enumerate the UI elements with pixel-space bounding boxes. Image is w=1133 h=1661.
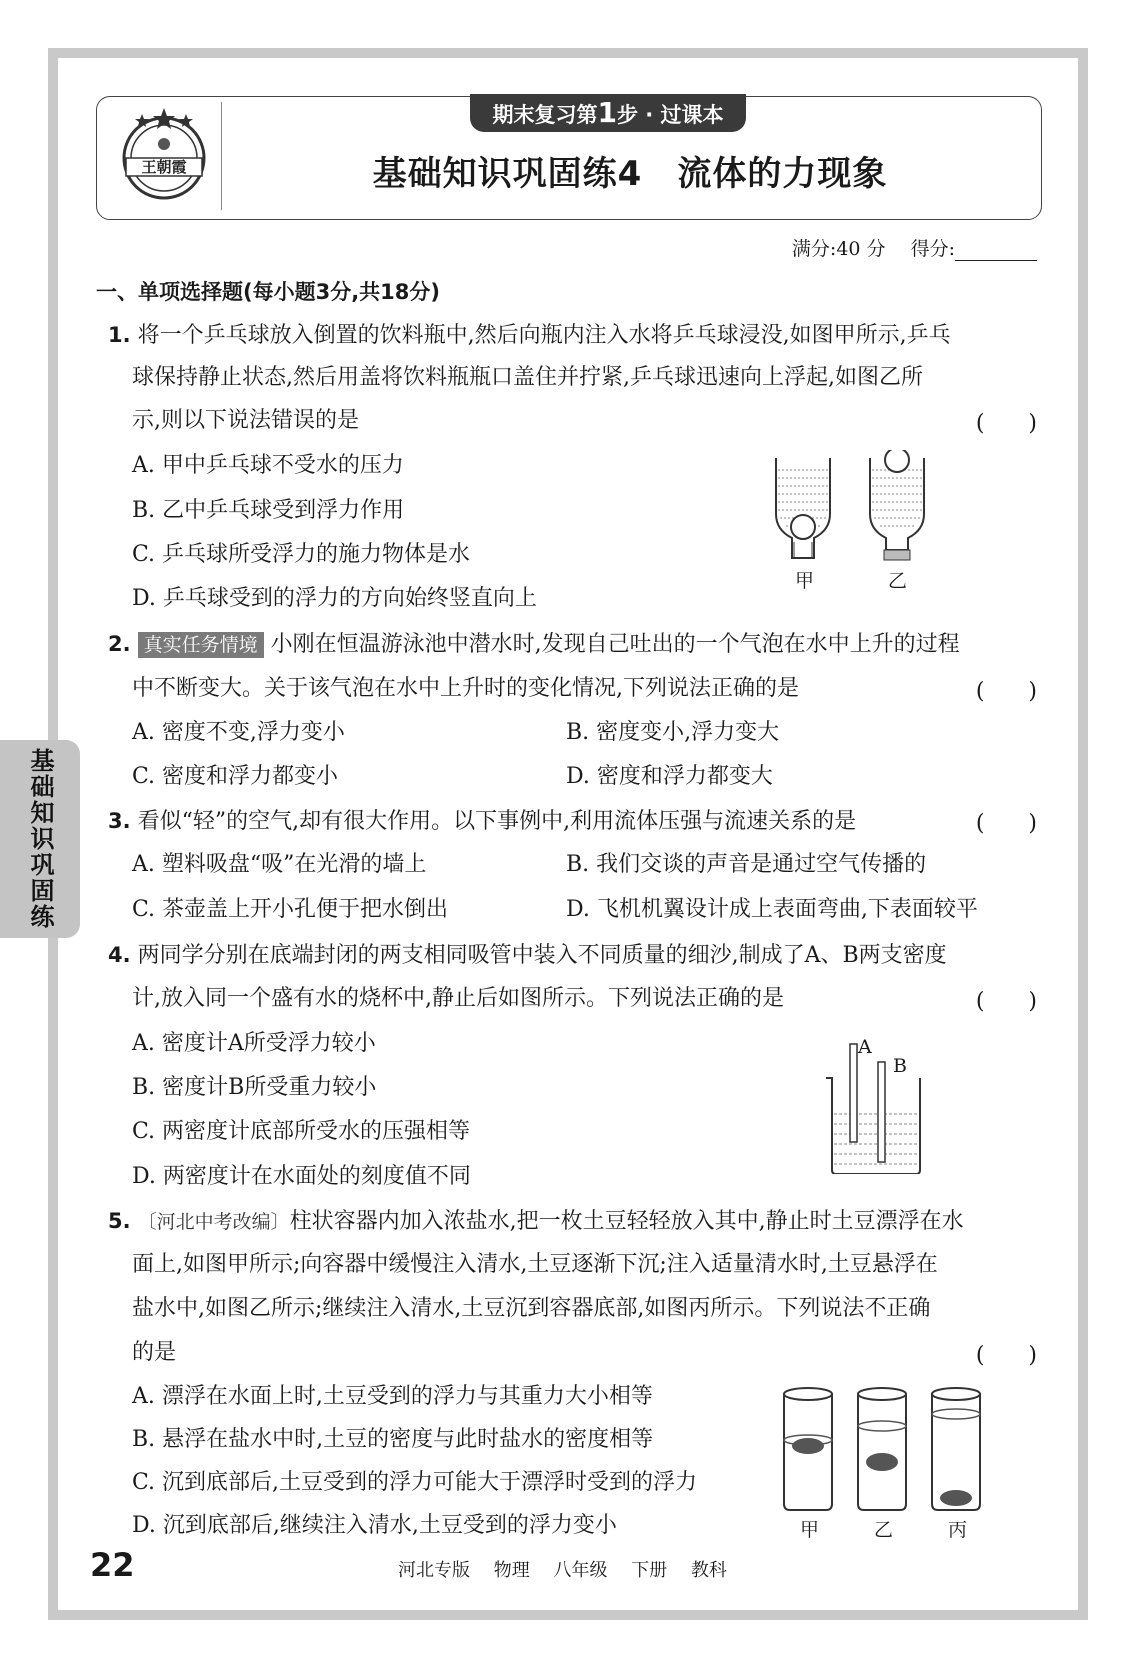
q3-option-b[interactable]: B. 我们交谈的声音是通过空气传播的 — [566, 852, 927, 877]
q5-text1: 柱状容器内加入浓盐水,把一枚土豆轻轻放入其中,静止时土豆漂浮在水 — [289, 1209, 964, 1234]
q5-text3: 盐水中,如图乙所示;继续注入清水,土豆沉到容器底部,如图丙所示。下列说法不正确 — [132, 1296, 931, 1321]
logo-separator — [221, 102, 222, 210]
q1-option-b[interactable]: B. 乙中乒乓球受到浮力作用 — [132, 498, 405, 523]
q1-bottle-figure — [770, 450, 940, 570]
q1-number: 1. — [108, 323, 131, 347]
q4-label-a: A — [858, 1036, 872, 1058]
score-label: 得分: — [910, 238, 955, 260]
q5-line1 — [108, 1206, 964, 1237]
score-blank[interactable] — [955, 242, 1037, 261]
q1-answer-bracket[interactable]: ( ) — [975, 411, 1037, 436]
full-score: 满分:40 分 — [791, 238, 886, 260]
q5-option-b[interactable]: B. 悬浮在盐水中时,土豆的密度与此时盐水的密度相等 — [132, 1427, 654, 1452]
q2-text2: 中不断变大。关于该气泡在水中上升时的变化情况,下列说法正确的是 — [132, 676, 799, 701]
section-title: 一、单项选择题(每小题3分,共18分) — [96, 280, 441, 304]
page-title: 基础知识巩固练4 流体的力现象 — [372, 154, 888, 194]
q3-number: 3. — [108, 809, 131, 833]
q2-option-a[interactable]: A. 密度不变,浮力变小 — [132, 720, 345, 745]
q4-option-d[interactable]: D. 两密度计在水面处的刻度值不同 — [132, 1164, 471, 1189]
q2-answer-bracket[interactable]: ( ) — [975, 679, 1037, 704]
score-line — [792, 234, 1037, 261]
q4-option-c[interactable]: C. 两密度计底部所受水的压强相等 — [132, 1119, 471, 1144]
q3-option-c[interactable]: C. 茶壶盖上开小孔便于把水倒出 — [132, 897, 449, 922]
page-number: 22 — [90, 1546, 135, 1584]
step-tab-number: 1 — [597, 96, 617, 129]
q1-option-d[interactable]: D. 乒乓球受到的浮力的方向始终竖直向上 — [132, 586, 537, 611]
q4-option-a[interactable]: A. 密度计A所受浮力较小 — [132, 1031, 376, 1056]
q3-option-a[interactable]: A. 塑料吸盘“吸”在光滑的墙上 — [132, 852, 427, 877]
q2-option-b[interactable]: B. 密度变小,浮力变大 — [566, 720, 780, 745]
q5-option-d[interactable]: D. 沉到底部后,继续注入清水,土豆受到的浮力变小 — [132, 1513, 617, 1538]
q1-fig-label-b: 乙 — [888, 570, 908, 592]
q1-text1: 将一个乒乓球放入倒置的饮料瓶中,然后向瓶内注入水将乒乓球浸没,如图甲所示,乒乓 — [137, 323, 951, 348]
q2-option-c[interactable]: C. 密度和浮力都变小 — [132, 764, 339, 789]
q2-option-d[interactable]: D. 密度和浮力都变大 — [566, 764, 773, 789]
step-tab-prefix: 期末复习第 — [492, 103, 598, 127]
q3-text1: 看似“轻”的空气,却有很大作用。以下事例中,利用流体压强与流速关系的是 — [137, 809, 857, 834]
q2-number: 2. — [108, 632, 131, 656]
logo-text: 王朝霞 — [141, 158, 187, 176]
q5-source: 〔河北中考改编〕 — [137, 1211, 290, 1233]
q4-label-b: B — [893, 1055, 907, 1077]
q4-text2: 计,放入同一个盛有水的烧杯中,静止后如图所示。下列说法正确的是 — [132, 986, 784, 1011]
q3-line1 — [108, 806, 856, 837]
q5-option-c[interactable]: C. 沉到底部后,土豆受到的浮力可能大于漂浮时受到的浮力 — [132, 1470, 698, 1495]
q2-text1: 小刚在恒温游泳池中潜水时,发现自己吐出的一个气泡在水中上升的过程 — [270, 632, 960, 657]
q1-fig-label-a: 甲 — [795, 570, 815, 592]
q5-option-a[interactable]: A. 漂浮在水面上时,土豆受到的浮力与其重力大小相等 — [132, 1384, 653, 1409]
q5-fig-label-c: 丙 — [948, 1519, 968, 1541]
q5-number: 5. — [108, 1209, 131, 1233]
step-tab-suffix: 步 · 过课本 — [616, 103, 724, 127]
q1-text3: 示,则以下说法错误的是 — [132, 408, 359, 433]
side-tab: 基础知识巩固练 — [0, 740, 80, 938]
q2-line1 — [108, 629, 960, 660]
q3-option-d[interactable]: D. 飞机机翼设计成上表面弯曲,下表面较平 — [566, 897, 978, 922]
q4-number: 4. — [108, 943, 131, 967]
q4-answer-bracket[interactable]: ( ) — [975, 989, 1037, 1014]
q5-text4: 的是 — [132, 1340, 177, 1365]
q1-line1 — [108, 320, 951, 351]
q4-option-b[interactable]: B. 密度计B所受重力较小 — [132, 1075, 377, 1100]
q1-text2: 球保持静止状态,然后用盖将饮料瓶瓶口盖住并拧紧,乒乓球迅速向上浮起,如图乙所 — [132, 365, 923, 390]
q5-fig-label-b: 乙 — [874, 1519, 894, 1541]
q1-option-c[interactable]: C. 乒乓球所受浮力的施力物体是水 — [132, 542, 471, 567]
q5-fig-label-a: 甲 — [800, 1519, 820, 1541]
q3-answer-bracket[interactable]: ( ) — [975, 811, 1037, 836]
q1-option-a[interactable]: A. 甲中乒乓球不受水的压力 — [132, 453, 404, 478]
q4-text1: 两同学分别在底端封闭的两支相同吸管中装入不同质量的细沙,制成了A、B两支密度 — [137, 943, 947, 968]
footer: 河北专版 物理 八年级 下册 教科 — [398, 1560, 727, 1581]
step-tab — [470, 94, 746, 132]
q4-line1 — [108, 940, 947, 971]
q5-text2: 面上,如图甲所示;向容器中缓慢注入清水,土豆逐渐下沉;注入适量清水时,土豆悬浮在 — [132, 1252, 938, 1277]
publisher-logo — [112, 102, 216, 206]
q4-beaker-figure — [820, 1034, 930, 1174]
task-context-badge: 真实任务情境 — [138, 632, 264, 658]
q5-cylinders-figure — [780, 1384, 1000, 1514]
q5-answer-bracket[interactable]: ( ) — [975, 1343, 1037, 1368]
